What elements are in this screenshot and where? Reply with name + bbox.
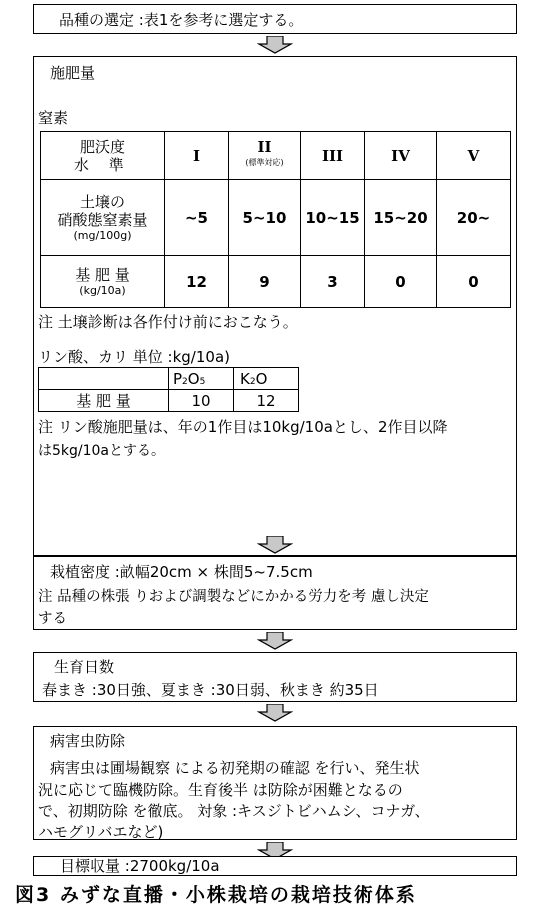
growth-title: 生育日数 <box>54 658 115 676</box>
density-note-line-2: する <box>38 611 67 627</box>
phosphate-header <box>169 368 234 390</box>
target-box <box>33 856 517 876</box>
fertilizer-title: 施肥量 <box>50 64 96 82</box>
pest-line-4: ハモグリバエなど) <box>38 823 164 841</box>
down-arrow-icon <box>257 704 293 722</box>
level-cell <box>301 132 365 180</box>
level-3: III <box>321 146 344 165</box>
base-value: 3 <box>301 256 365 308</box>
pest-line-2: 況に応じて臨機防除。生育後半 は防除が困難となるの <box>38 781 403 799</box>
level-cell <box>365 132 437 180</box>
level-2: II <box>257 138 272 156</box>
base-value: 0 <box>437 256 511 308</box>
base-unit-label: (kg/10a) <box>79 283 126 297</box>
level-label: 水 準 <box>73 155 132 174</box>
level-1: I <box>192 146 201 165</box>
down-arrow-icon <box>257 36 293 54</box>
pest-line-3: で、初期防除 を徹底。 対象 :キスジトビハムシ、コナガ、 <box>38 802 430 820</box>
fertility-level-header <box>41 132 165 180</box>
level-cell <box>165 132 229 180</box>
growth-text: 春まき :30日強、夏まき :30日弱、秋まき 約35日 <box>42 681 379 699</box>
pest-title: 病害虫防除 <box>50 732 126 750</box>
p-subscript: 2 <box>182 376 188 387</box>
nitrogen-table <box>40 131 511 308</box>
density-text: 栽植密度 :畝幅20cm × 株間5~7.5cm <box>50 563 313 581</box>
down-arrow-icon <box>257 536 293 554</box>
level-5: V <box>467 146 480 165</box>
potash-header <box>234 368 299 390</box>
level-cell <box>437 132 511 180</box>
variety-text: 品種の選定 :表1を参考に選定する。 <box>59 11 304 29</box>
standard-note: (標準対応) <box>245 158 284 167</box>
level-cell <box>229 132 301 180</box>
soil-value: ~5 <box>165 180 229 256</box>
soil-diagnosis-note: 注 土壌診断は各作付け前におこなう。 <box>38 313 298 331</box>
nitrogen-label: 窒素 <box>38 109 69 127</box>
soil-value: 15~20 <box>365 180 437 256</box>
base-value: 12 <box>165 256 229 308</box>
fertilizer-box <box>33 56 517 556</box>
potash-value: 12 <box>234 390 299 412</box>
pest-box <box>33 726 517 840</box>
down-arrow-icon <box>257 632 293 650</box>
phosphate-value: 10 <box>169 390 234 412</box>
p-symbol: P <box>173 369 183 388</box>
pk-label: リン酸、カリ 単位 :kg/10a) <box>38 348 230 366</box>
pest-line-1: 病害虫は圃場観察 による初発期の確認 を行い、発生状 <box>50 759 420 777</box>
density-box <box>33 556 517 630</box>
soil-value: 10~15 <box>301 180 365 256</box>
soil-nitrate-header <box>41 180 165 256</box>
variety-box <box>33 4 517 34</box>
level-4: IV <box>391 146 410 165</box>
fertility-label: 肥沃度 <box>79 137 125 156</box>
pk-table <box>38 367 299 412</box>
k-subscript: 2 <box>249 376 256 387</box>
pk-empty-cell <box>39 368 169 390</box>
base-fertilizer-header <box>41 256 165 308</box>
o-subscript: 5 <box>199 376 206 387</box>
base-label: 基 肥 量 <box>75 265 130 284</box>
target-text: 目標収量 :2700kg/10a <box>60 857 220 875</box>
soil-value: 20~ <box>437 180 511 256</box>
unit-label: (mg/100g) <box>73 228 132 242</box>
o-symbol: O <box>187 369 200 388</box>
pk-base-label: 基 肥 量 <box>39 390 169 412</box>
base-value: 0 <box>365 256 437 308</box>
phosphate-note-line-2: は5kg/10aとする。 <box>38 443 166 459</box>
density-note-line-1: 注 品種の株張 りおよび調製などにかかる労力を考 慮し決定 <box>38 589 429 605</box>
figure-caption: 図3 みずな直播・小株栽培の栽培技術体系 <box>15 884 417 906</box>
soil-label: 土壌の <box>79 192 125 211</box>
nitrate-label: 硝酸態窒素量 <box>57 210 148 229</box>
k-o-symbol: O <box>255 369 268 388</box>
base-value: 9 <box>229 256 301 308</box>
k-symbol: K <box>240 369 250 388</box>
soil-value: 5~10 <box>229 180 301 256</box>
phosphate-note-line-1: 注 リン酸施肥量は、年の1作目は10kg/10aとし、2作目以降 <box>38 418 448 436</box>
growth-box <box>33 652 517 702</box>
